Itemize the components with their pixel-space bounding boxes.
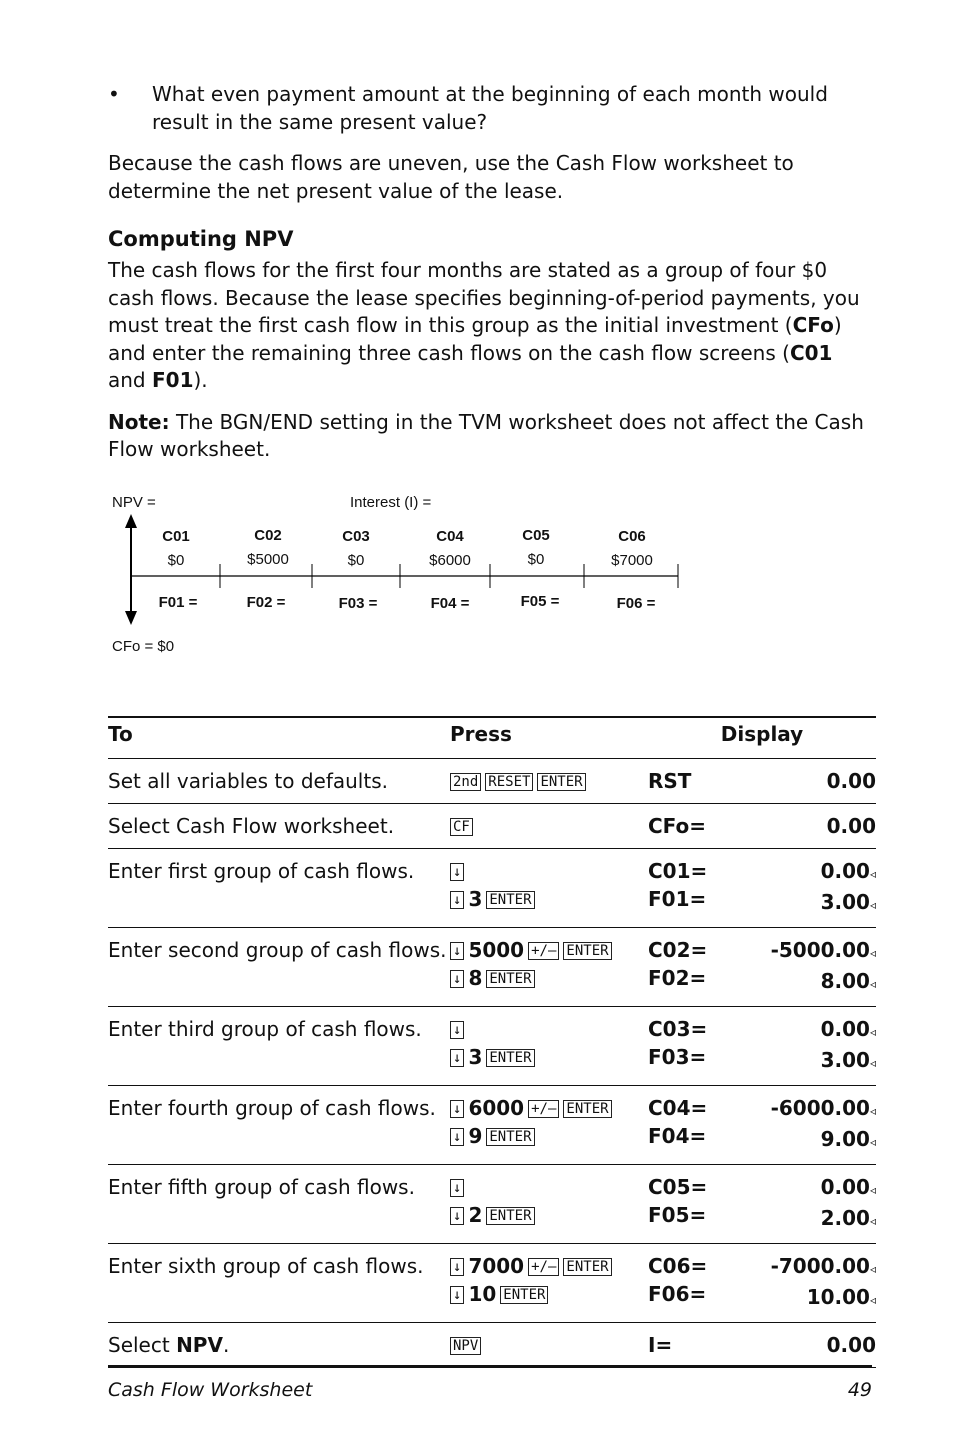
table-header-row [108, 717, 876, 759]
down-arrow-key-icon: ↓ [450, 1258, 464, 1276]
display-value-line [710, 1204, 876, 1235]
para-c01: C01 [789, 340, 833, 365]
display-code: C05= [648, 1175, 708, 1199]
para-text-b: ) and enter the remaining three cash flows on the cash flow screens ( [108, 313, 842, 365]
cell-press [450, 759, 648, 804]
changed-indicator-icon: ◃ [869, 1025, 876, 1039]
display-value: 3.00 [820, 890, 870, 914]
calculator-key: ENTER [486, 891, 534, 909]
flow-freq: F03 = [338, 595, 378, 612]
down-arrow-key-icon: ↓ [450, 970, 464, 988]
flow-freq: F04 = [430, 595, 470, 612]
keystroke-line [450, 1122, 648, 1150]
changed-indicator-icon: ◃ [869, 898, 876, 912]
note-label: Note: [108, 409, 170, 434]
flow-amount: $7000 [611, 552, 653, 569]
calculator-key: ENTER [486, 970, 534, 988]
display-code: F02= [648, 966, 707, 990]
keystroke-line [450, 1252, 648, 1280]
flow-top [496, 524, 576, 572]
npv-paragraph [108, 257, 876, 395]
calculator-key: +/– [528, 1100, 559, 1118]
down-arrow-key-icon: ↓ [450, 942, 464, 960]
cell-display-value [710, 849, 876, 928]
calculator-key: ENTER [563, 1100, 611, 1118]
cell-display-code [648, 759, 710, 804]
table-row [108, 849, 876, 928]
table-row [108, 1323, 876, 1368]
header-to: To [108, 717, 450, 759]
display-value-line [710, 1252, 876, 1283]
section-heading: Computing NPV [108, 227, 294, 251]
display-value: 0.00 [826, 814, 876, 838]
display-value: -6000.00 [770, 1096, 870, 1120]
to-suffix: . [222, 1333, 230, 1357]
flow-top [592, 525, 672, 573]
footer-title: Cash Flow Worksheet [108, 1379, 313, 1401]
to-bold: NPV [176, 1333, 223, 1357]
flow-freq: F02 = [246, 594, 286, 611]
cell-to: Select Cash Flow worksheet. [108, 804, 450, 849]
calculator-key: +/– [528, 1258, 559, 1276]
display-value: -7000.00 [770, 1254, 870, 1278]
display-code: C04= [648, 1096, 708, 1120]
para-text-a: The cash flows for the first four months are stated as a group of four $0 cash flows. Because the lease specifies beginning-of-period payments, you must treat the first cash flow in this group as the initial investment ( [108, 258, 860, 337]
keyed-value: 3 [468, 887, 483, 911]
display-value-line [710, 767, 876, 795]
flow-amount: $6000 [429, 552, 471, 569]
display-code: C03= [648, 1017, 708, 1041]
table-row [108, 1007, 876, 1086]
table-body [108, 759, 876, 1368]
changed-indicator-icon: ◃ [869, 1104, 876, 1118]
keystroke-line [450, 1280, 648, 1308]
flow-top [410, 525, 490, 573]
changed-indicator-icon: ◃ [869, 1293, 876, 1307]
keystroke-line [450, 812, 648, 840]
keyed-value: 8 [468, 966, 483, 990]
note-paragraph [108, 409, 876, 464]
down-arrow-icon [125, 611, 137, 625]
page-content [108, 80, 876, 464]
keystroke-table [108, 716, 876, 1368]
display-code: C06= [648, 1254, 708, 1278]
keyed-value: 2 [468, 1203, 483, 1227]
display-value-line [710, 1094, 876, 1125]
keystroke-line [450, 1173, 648, 1201]
keystroke-line [450, 857, 648, 885]
keyed-value: 7000 [468, 1254, 525, 1278]
calculator-key: RESET [485, 773, 533, 791]
display-value-line [710, 1046, 876, 1077]
changed-indicator-icon: ◃ [869, 1214, 876, 1228]
cell-press [450, 1244, 648, 1323]
display-value-line [710, 1015, 876, 1046]
keyed-value: 6000 [468, 1096, 525, 1120]
calculator-key: NPV [450, 1337, 481, 1355]
calculator-key: ENTER [563, 942, 611, 960]
cell-to [108, 1323, 450, 1368]
para-f01: F01 [151, 368, 194, 392]
keystroke-line [450, 1043, 648, 1071]
keystroke-line [450, 936, 648, 964]
cell-display-code [648, 1244, 710, 1323]
keystroke-line [450, 767, 648, 795]
flow-freq: F05 = [520, 593, 560, 610]
intro-paragraph: Because the cash flows are uneven, use the Cash Flow worksheet to determine the net present value of the lease. [108, 151, 794, 203]
keyed-value: 3 [468, 1045, 483, 1069]
cell-display-code [648, 1323, 710, 1368]
flow-freq: F06 = [616, 595, 656, 612]
calculator-key: +/– [528, 942, 559, 960]
display-value: 10.00 [806, 1285, 870, 1309]
flow-top [228, 524, 308, 572]
display-code: I= [648, 1333, 673, 1357]
down-arrow-key-icon: ↓ [450, 1100, 464, 1118]
display-value: 0.00 [820, 1175, 870, 1199]
cell-display-value [710, 1244, 876, 1323]
down-arrow-key-icon: ↓ [450, 1021, 464, 1039]
display-value-line [710, 936, 876, 967]
display-value: -5000.00 [770, 938, 870, 962]
cell-display-code [648, 1007, 710, 1086]
display-value: 2.00 [820, 1206, 870, 1230]
display-value-line [710, 1173, 876, 1204]
cell-display-value [710, 1007, 876, 1086]
display-code: F06= [648, 1282, 707, 1306]
display-value: 3.00 [820, 1048, 870, 1072]
display-code: RST [648, 769, 692, 793]
bullet-text: What even payment amount at the beginning of each month would result in the same present value? [152, 82, 828, 134]
display-code: F01= [648, 887, 707, 911]
flow-code: C02 [254, 527, 282, 544]
changed-indicator-icon: ◃ [869, 867, 876, 881]
flow-freq: F01 = [158, 594, 198, 611]
npv-label: NPV = [112, 494, 156, 511]
note-text: The BGN/END setting in the TVM worksheet does not affect the Cash Flow worksheet. [108, 409, 864, 461]
para-cfo: CFo [792, 313, 834, 337]
table-row [108, 804, 876, 849]
table-row [108, 759, 876, 804]
header-press: Press [450, 717, 648, 759]
display-code: F04= [648, 1124, 707, 1148]
calculator-key: ENTER [563, 1258, 611, 1276]
keystroke-line [450, 1094, 648, 1122]
flow-code: C04 [436, 528, 464, 545]
changed-indicator-icon: ◃ [869, 977, 876, 991]
cell-display-value [710, 759, 876, 804]
display-value: 9.00 [820, 1127, 870, 1151]
display-value-line [710, 888, 876, 919]
display-code: F03= [648, 1045, 707, 1069]
bullet-item [108, 80, 876, 136]
cell-press [450, 849, 648, 928]
cell-to: Set all variables to defaults. [108, 759, 450, 804]
header-display: Display [648, 717, 876, 759]
para-and: and [108, 368, 152, 392]
page-footer [108, 1365, 872, 1401]
cell-to: Enter fifth group of cash flows. [108, 1165, 450, 1244]
cell-display-value [710, 928, 876, 1007]
down-arrow-key-icon: ↓ [450, 1179, 464, 1197]
display-code: C01= [648, 859, 708, 883]
keystroke-line [450, 964, 648, 992]
table-row [108, 928, 876, 1007]
flow-amount: $0 [167, 552, 185, 569]
table-row [108, 1244, 876, 1323]
cell-to: Enter third group of cash flows. [108, 1007, 450, 1086]
down-arrow-key-icon: ↓ [450, 1128, 464, 1146]
display-value: 0.00 [820, 859, 870, 883]
calculator-key: ENTER [537, 773, 585, 791]
keyed-value: 9 [468, 1124, 483, 1148]
changed-indicator-icon: ◃ [869, 1183, 876, 1197]
flow-code: C03 [342, 528, 370, 545]
cell-press [450, 804, 648, 849]
display-value-line [710, 1283, 876, 1314]
to-prefix: Select [108, 1333, 177, 1357]
calculator-key: ENTER [486, 1128, 534, 1146]
cell-display-value [710, 1323, 876, 1368]
keystroke-line [450, 1331, 648, 1359]
flow-top [316, 525, 396, 573]
cell-display-code [648, 1086, 710, 1165]
calculator-key: 2nd [450, 773, 481, 791]
flow-amount: $0 [527, 551, 545, 568]
cell-display-code [648, 1165, 710, 1244]
keyed-value: 10 [468, 1282, 497, 1306]
flow-top [136, 525, 216, 573]
down-arrow-key-icon: ↓ [450, 1207, 464, 1225]
keystroke-line [450, 885, 648, 913]
display-value: 8.00 [820, 969, 870, 993]
cell-press [450, 928, 648, 1007]
table-row [108, 1086, 876, 1165]
display-value-line [710, 967, 876, 998]
flow-code: C06 [618, 528, 646, 545]
calculator-key: ENTER [486, 1207, 534, 1225]
cell-display-code [648, 804, 710, 849]
down-arrow-key-icon: ↓ [450, 891, 464, 909]
cell-to: Enter first group of cash flows. [108, 849, 450, 928]
display-code: CFo= [648, 814, 707, 838]
flow-amount: $0 [347, 552, 365, 569]
cell-display-code [648, 849, 710, 928]
cell-press [450, 1007, 648, 1086]
cell-press [450, 1086, 648, 1165]
display-code: F05= [648, 1203, 707, 1227]
timeline-svg [108, 490, 688, 665]
interest-label: Interest (I) = [350, 494, 432, 511]
display-value: 0.00 [826, 769, 876, 793]
calculator-key: ENTER [486, 1049, 534, 1067]
cell-display-value [710, 804, 876, 849]
display-value-line [710, 1125, 876, 1156]
cell-display-value [710, 1086, 876, 1165]
display-code: C02= [648, 938, 708, 962]
display-value: 0.00 [820, 1017, 870, 1041]
cell-display-code [648, 928, 710, 1007]
cell-press [450, 1165, 648, 1244]
calculator-key: CF [450, 818, 473, 836]
keyed-value: 5000 [468, 938, 525, 962]
bullet-dot: • [108, 82, 120, 106]
display-value: 0.00 [826, 1333, 876, 1357]
cell-to: Enter sixth group of cash flows. [108, 1244, 450, 1323]
changed-indicator-icon: ◃ [869, 1056, 876, 1070]
calculator-key: ENTER [500, 1286, 548, 1304]
cell-press [450, 1323, 648, 1368]
down-arrow-key-icon: ↓ [450, 1049, 464, 1067]
para-end: ). [193, 368, 208, 392]
keystroke-line [450, 1015, 648, 1043]
flow-code: C01 [162, 528, 190, 545]
display-value-line [710, 857, 876, 888]
changed-indicator-icon: ◃ [869, 1262, 876, 1276]
cell-display-value [710, 1165, 876, 1244]
table-row [108, 1165, 876, 1244]
cash-flow-diagram [108, 490, 688, 665]
down-arrow-key-icon: ↓ [450, 863, 464, 881]
cfo-label: CFo = $0 [112, 638, 175, 655]
page-number: 49 [847, 1379, 872, 1401]
display-value-line [710, 812, 876, 840]
display-value-line [710, 1331, 876, 1359]
changed-indicator-icon: ◃ [869, 1135, 876, 1149]
flow-code: C05 [522, 527, 550, 544]
cell-to: Enter fourth group of cash flows. [108, 1086, 450, 1165]
flow-amount: $5000 [247, 551, 289, 568]
cell-to: Enter second group of cash flows. [108, 928, 450, 1007]
changed-indicator-icon: ◃ [869, 946, 876, 960]
down-arrow-key-icon: ↓ [450, 1286, 464, 1304]
keystroke-line [450, 1201, 648, 1229]
